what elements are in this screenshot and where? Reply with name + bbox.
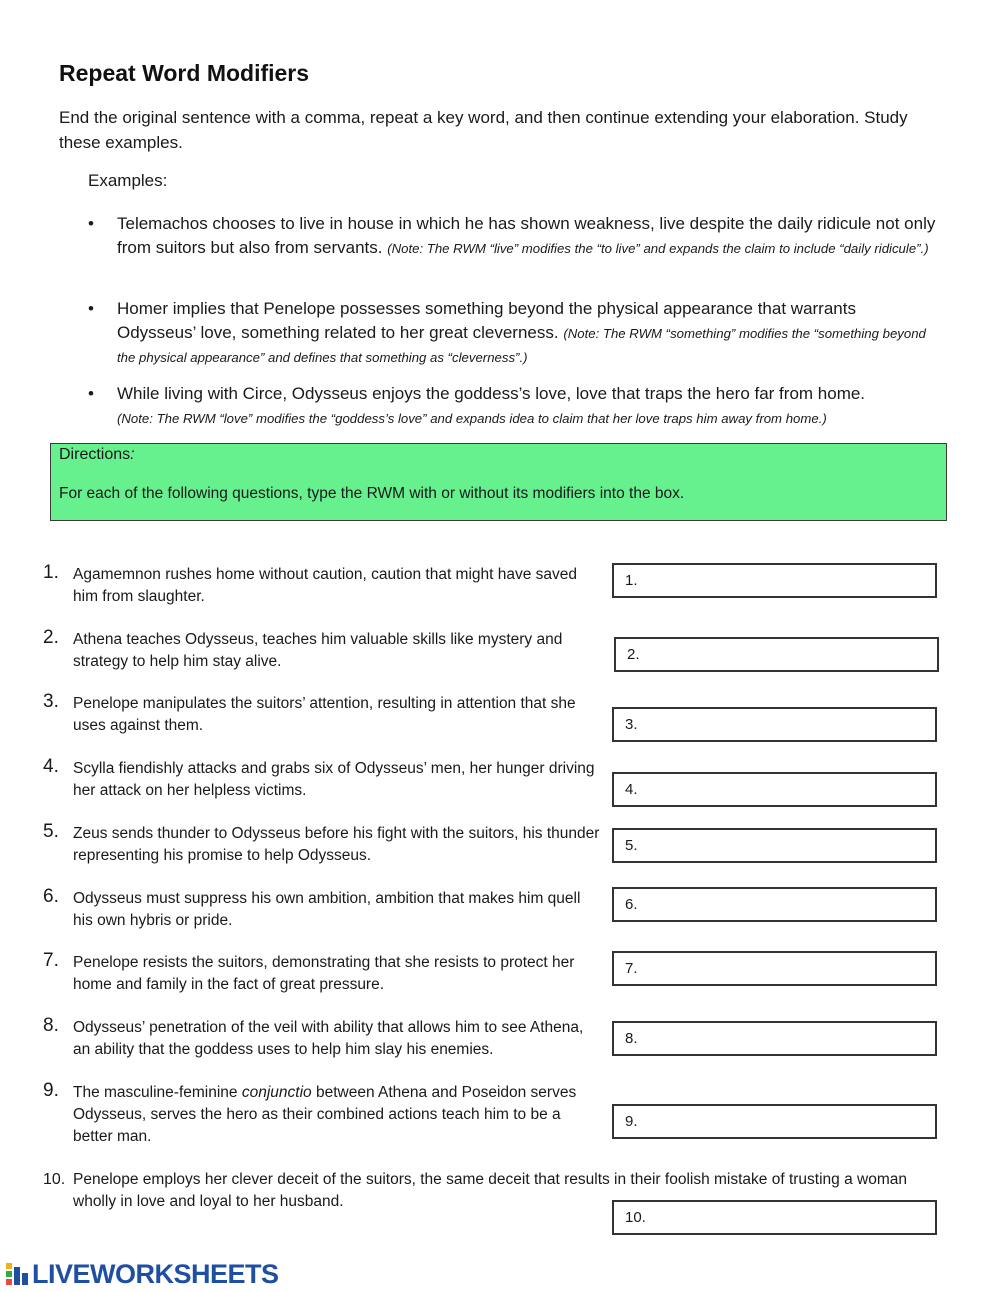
brand-name: LIVEWORKSHEETS [32,1258,279,1289]
answer-box-10[interactable]: 10. [612,1200,937,1235]
question-number: 5. [43,821,59,842]
examples-label: Examples: [88,171,168,190]
question-text: Zeus sends thunder to Odysseus before his fight with the suitors, his thunder representing his promise to help Odysseus. [73,825,600,864]
question-number: 2. [43,627,59,648]
question-text: The masculine-feminine conjunctio between Athena and Poseidon serves Odysseus, serves the hero as their combined actions teach him to be a better man. [73,1084,577,1145]
question-text: Odysseus’ penetration of the veil with ability that allows him to see Athena, an ability that the goddess uses to help him slay his enemies. [73,1019,584,1058]
example-item [88,297,937,369]
answer-box-6[interactable]: 6. [612,887,937,922]
question-number: 4. [43,756,59,777]
question-number: 8. [43,1015,59,1036]
bullet-icon: • [88,384,94,403]
answer-box-7[interactable]: 7. [612,951,937,986]
answer-box-9[interactable]: 9. [612,1104,937,1139]
answer-box-4[interactable]: 4. [612,772,937,807]
example-text: Telemachos chooses to live in house in which he has shown weakness, live despite the daily ridicule not only from suitors but also from servants. [117,214,936,257]
directions-box [50,443,947,521]
question-text: Penelope manipulates the suitors’ attention, resulting in attention that she uses against them. [73,695,576,734]
bullet-icon: • [88,299,94,318]
question-text: Penelope employs her clever deceit of the suitors, the same deceit that results in their foolish mistake of trusting a woman wholly in love and loyal to her husband. [73,1171,907,1210]
question-number: 10. [43,1171,66,1188]
answer-box-3[interactable]: 3. [612,707,937,742]
liveworksheets-logo[interactable] [6,1259,279,1289]
example-note: (Note: The RWM “something” modifies the “something beyond the physical appearance” and defines that something as “cleverness”.) [117,326,926,365]
example-note: (Note: The RWM “live” modifies the “to live” and expands the claim to include “daily ridicule”.) [387,241,929,256]
answer-box-5[interactable]: 5. [612,828,937,863]
question-number: 6. [43,886,59,907]
example-note: (Note: The RWM “love” modifies the “goddess’s love” and expands idea to claim that her love traps him away from home.) [117,411,827,426]
intro-text: End the original sentence with a comma, repeat a key word, and then continue extending your elaboration. Study these examples. [59,108,908,152]
question-text: Penelope resists the suitors, demonstrating that she resists to protect her home and family in the fact of great pressure. [73,954,575,993]
question-number: 1. [43,562,59,583]
directions-label: Directions: [59,446,135,463]
bullet-icon: • [88,214,94,233]
question-text: Scylla fiendishly attacks and grabs six of Odysseus’ men, her hunger driving her attack on her helpless victims. [73,760,595,799]
example-item [88,382,937,430]
answer-box-1[interactable]: 1. [612,563,937,598]
question-number: 7. [43,950,59,971]
example-text: Homer implies that Penelope possesses something beyond the physical appearance that warrants Odysseus’ love, something related to her great cleverness. [117,299,856,342]
question-number: 9. [43,1080,59,1101]
answer-box-2[interactable]: 2. [614,637,939,672]
directions-text: For each of the following questions, type the RWM with or without its modifiers into the box. [59,485,685,502]
answer-box-8[interactable]: 8. [612,1021,937,1056]
example-item [88,212,937,260]
question-text: Odysseus must suppress his own ambition, ambition that makes him quell his own hybris or pride. [73,890,581,929]
question-text: Agamemnon rushes home without caution, caution that might have saved him from slaughter. [73,566,578,605]
question-number: 3. [43,691,59,712]
page-title: Repeat Word Modifiers [59,60,310,86]
example-text: While living with Circe, Odysseus enjoys the goddess’s love, love that traps the hero far from home. [117,384,866,403]
question-text: Athena teaches Odysseus, teaches him valuable skills like mystery and strategy to help him stay alive. [73,631,563,670]
liveworksheets-logo-icon [6,1261,30,1287]
